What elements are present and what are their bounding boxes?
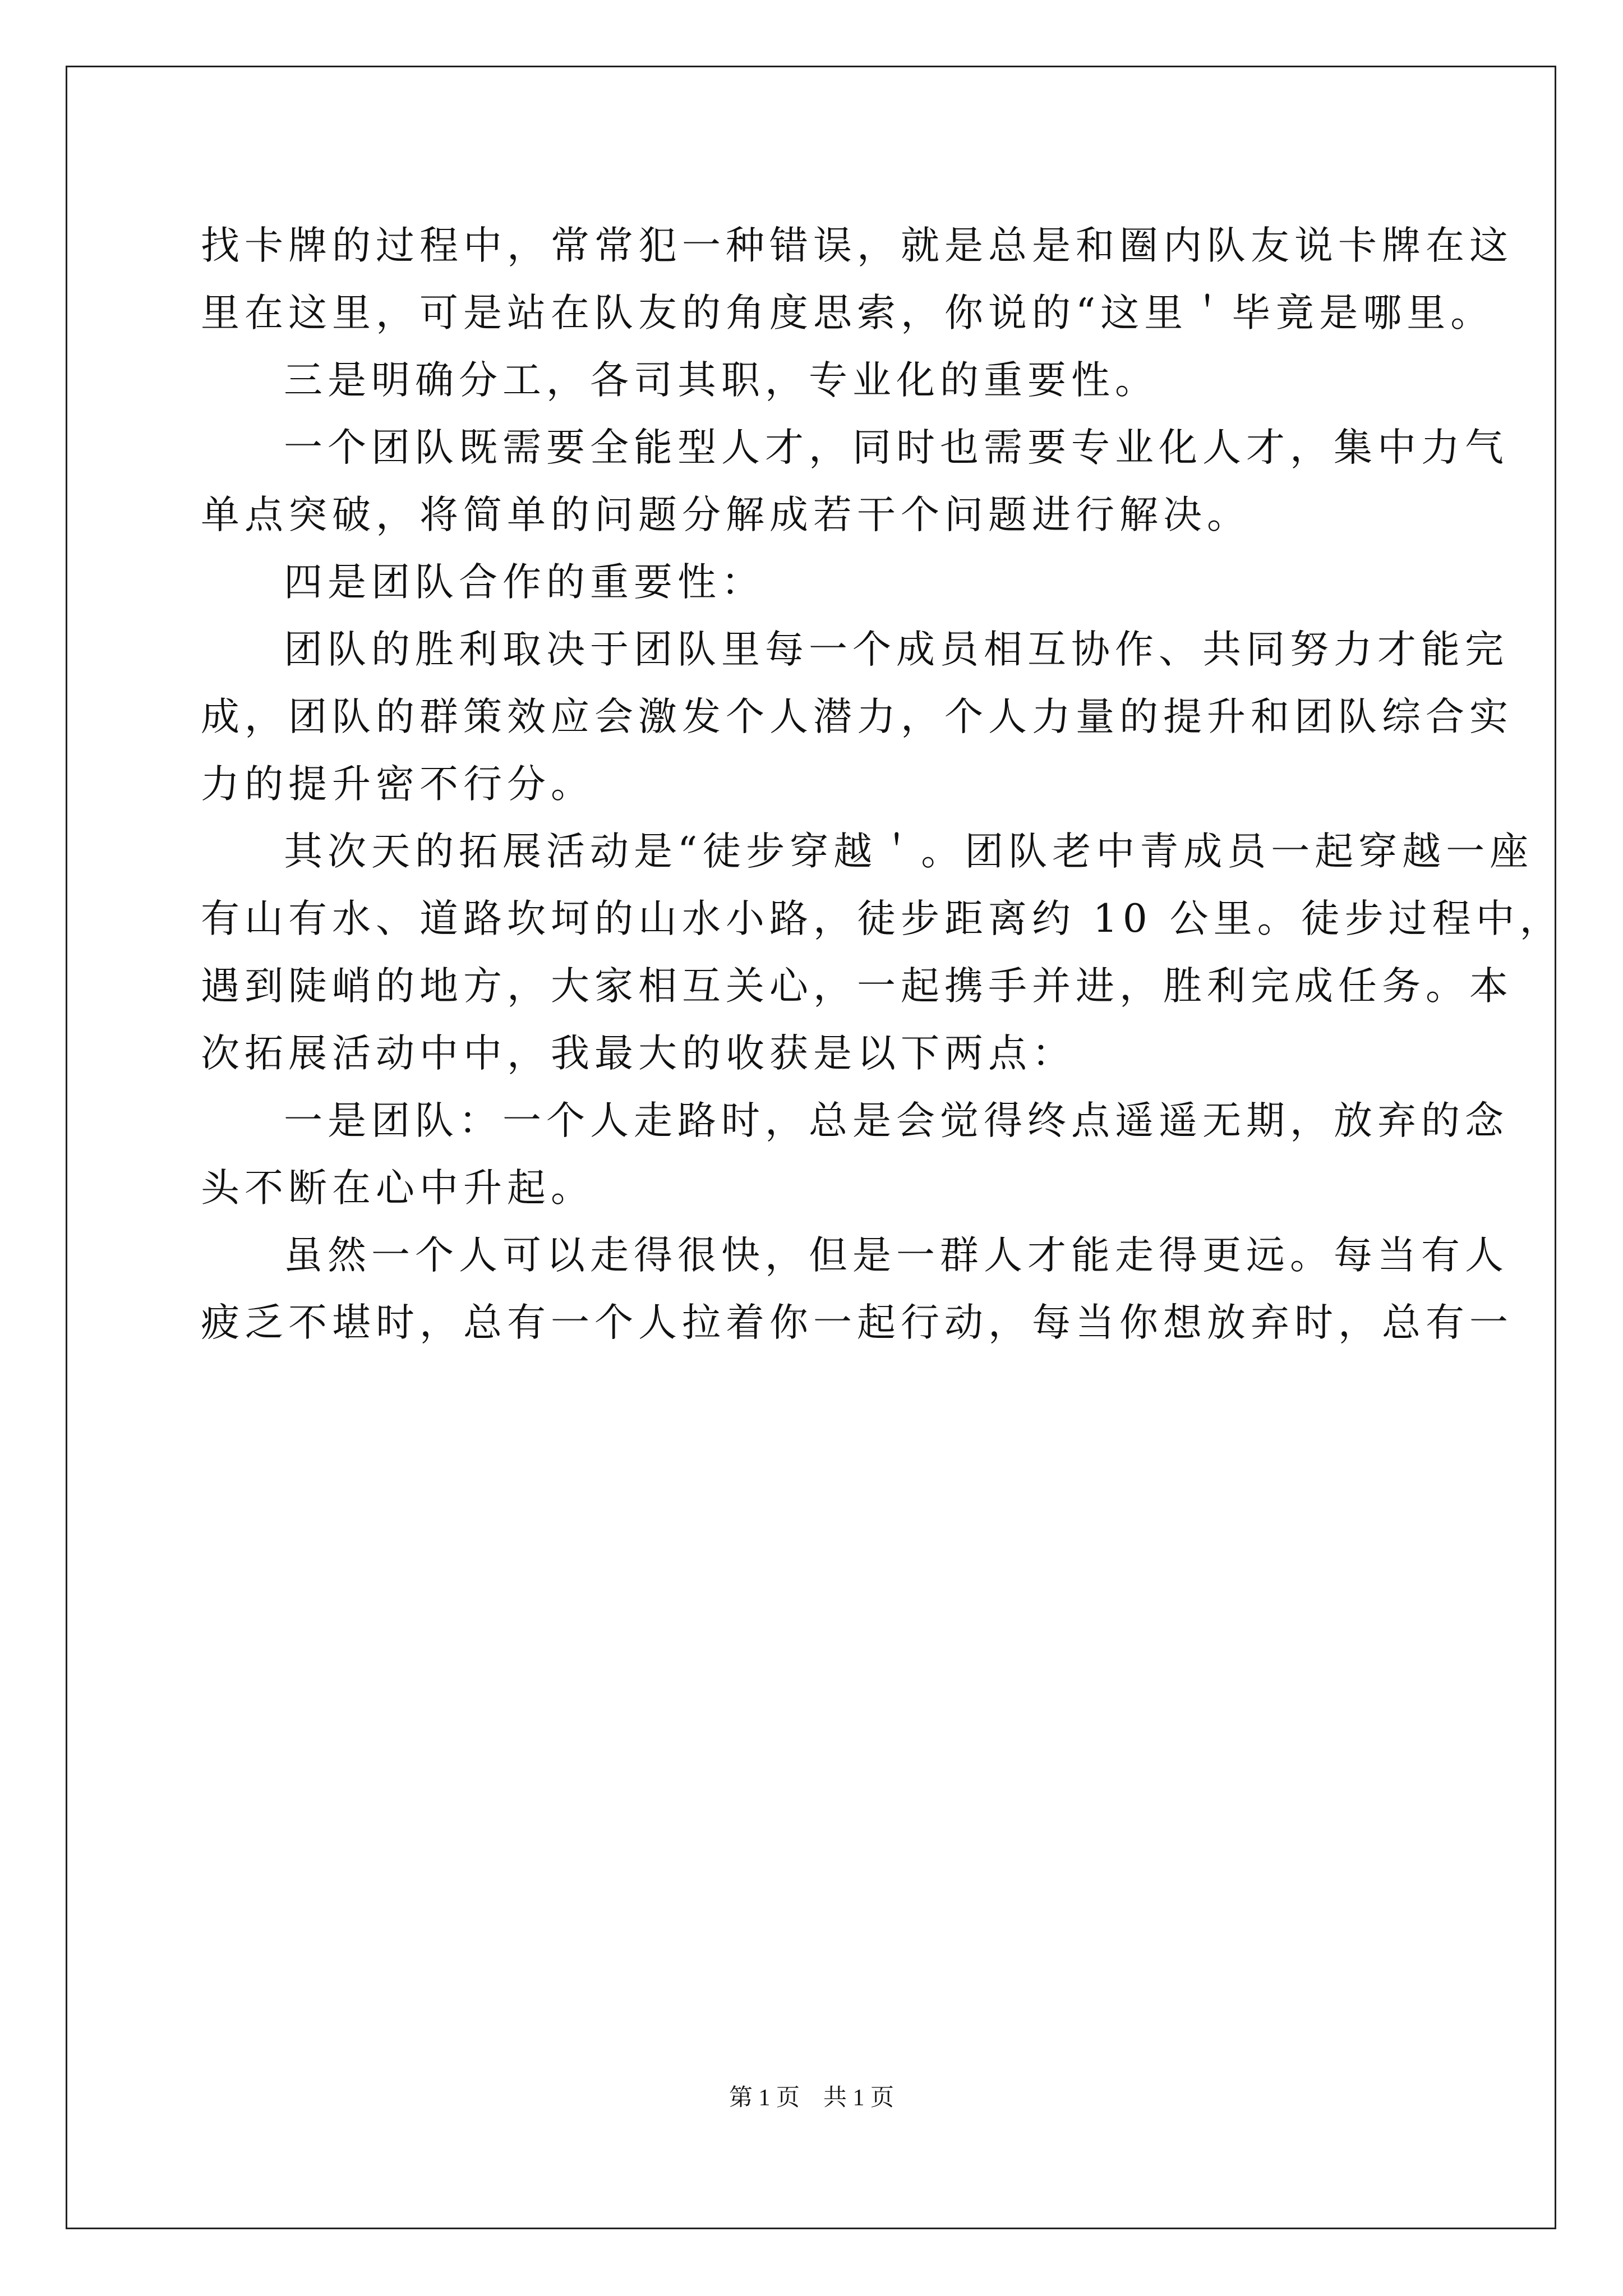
text-line: 四是团队合作的重要性：	[284, 560, 765, 605]
text-line: 有山有水、道路坎坷的山水小路，徒步距离约 10 公里。徒步过程中，	[201, 896, 1564, 941]
text-line: 疲乏不堪时，总有一个人拉着你一起行动，每当你想放弃时，总有一	[201, 1300, 1513, 1345]
text-line: 团队的胜利取决于团队里每一个成员相互协作、共同努力才能完	[284, 627, 1509, 672]
text-line: 次拓展活动中中，我最大的收获是以下两点：	[201, 1031, 1076, 1076]
text-line: 力的提升密不行分。	[201, 762, 594, 807]
text-line: 虽然一个人可以走得很快，但是一群人才能走得更远。每当有人	[284, 1233, 1509, 1278]
text-line: 一个团队既需要全能型人才，同时也需要专业化人才，集中力气	[284, 425, 1509, 470]
text-line: 成，团队的群策效应会激发个人潜力，个人力量的提升和团队综合实	[201, 694, 1513, 739]
text-line: 一是团队：一个人走路时，总是会觉得终点遥遥无期，放弃的念	[284, 1098, 1509, 1143]
text-line: 里在这里，可是站在队友的角度思索，你说的“这里＇毕竟是哪里。	[201, 291, 1495, 335]
text-line: 找卡牌的过程中，常常犯一种错误，就是总是和圈内队友说卡牌在这	[201, 223, 1513, 268]
page-footer: 第 1 页 共 1 页	[728, 2085, 894, 2111]
text-line: 遇到陡峭的地方，大家相互关心，一起携手并进，胜利完成任务。本	[201, 964, 1513, 1009]
text-line: 单点突破，将简单的问题分解成若干个问题进行解决。	[201, 493, 1251, 537]
text-line: 头不断在心中升起。	[201, 1166, 594, 1211]
text-line: 三是明确分工，各司其职，专业化的重要性。	[284, 358, 1159, 403]
text-line: 其次天的拓展活动是“徒步穿越＇。团队老中青成员一起穿越一座	[284, 829, 1534, 874]
